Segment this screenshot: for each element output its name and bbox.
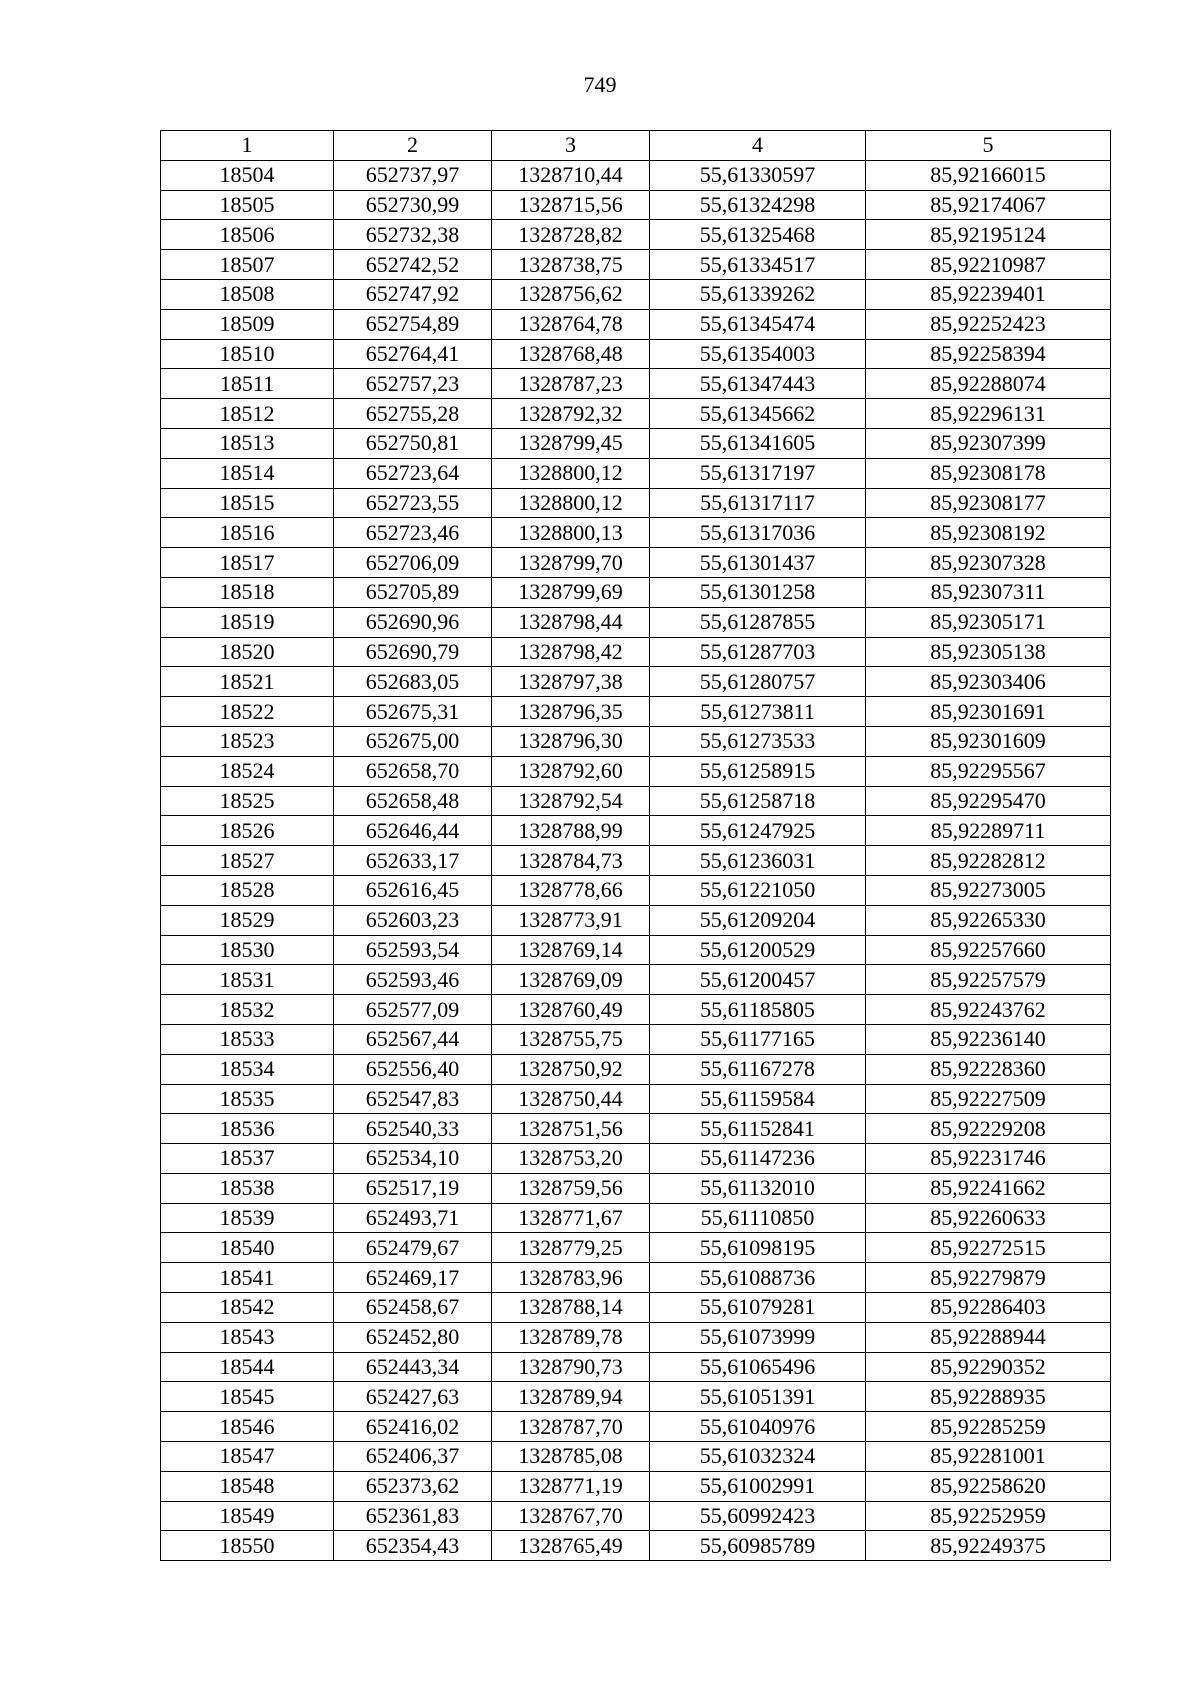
table-cell: 1328738,75 (492, 250, 650, 280)
table-cell: 652675,00 (334, 726, 492, 756)
table-cell: 1328773,91 (492, 905, 650, 935)
table-cell: 85,92252959 (866, 1501, 1111, 1531)
table-row (161, 1322, 1111, 1352)
table-cell: 652373,62 (334, 1471, 492, 1501)
table-cell: 18527 (161, 846, 334, 876)
table-cell: 652690,79 (334, 637, 492, 667)
table-cell: 55,61065496 (650, 1352, 866, 1382)
table-body (161, 160, 1111, 1560)
table-cell: 85,92239401 (866, 279, 1111, 309)
table-cell: 1328759,56 (492, 1173, 650, 1203)
table-cell: 85,92301609 (866, 726, 1111, 756)
table-cell: 1328715,56 (492, 190, 650, 220)
table-cell: 652658,70 (334, 756, 492, 786)
table-cell: 55,61200457 (650, 965, 866, 995)
table-cell: 18530 (161, 935, 334, 965)
table-cell: 55,61167278 (650, 1054, 866, 1084)
table-cell: 85,92307399 (866, 428, 1111, 458)
table-row (161, 1412, 1111, 1442)
table-cell: 1328799,69 (492, 577, 650, 607)
table-cell: 85,92257579 (866, 965, 1111, 995)
table-cell: 652493,71 (334, 1203, 492, 1233)
table-cell: 18540 (161, 1233, 334, 1263)
table-cell: 652683,05 (334, 667, 492, 697)
table-cell: 55,61273811 (650, 697, 866, 727)
table-cell: 1328771,67 (492, 1203, 650, 1233)
column-header: 1 (161, 131, 334, 161)
table-cell: 1328792,54 (492, 786, 650, 816)
table-row (161, 1531, 1111, 1561)
table-cell: 1328799,45 (492, 428, 650, 458)
table-cell: 1328785,08 (492, 1442, 650, 1472)
table-cell: 652577,09 (334, 995, 492, 1025)
table-cell: 55,61110850 (650, 1203, 866, 1233)
table-cell: 55,61051391 (650, 1382, 866, 1412)
table-cell: 18534 (161, 1054, 334, 1084)
table-cell: 18525 (161, 786, 334, 816)
table-cell: 85,92307311 (866, 577, 1111, 607)
table-cell: 85,92282812 (866, 846, 1111, 876)
table-cell: 652675,31 (334, 697, 492, 727)
table-cell: 85,92308192 (866, 518, 1111, 548)
table-cell: 18539 (161, 1203, 334, 1233)
table-cell: 55,61247925 (650, 816, 866, 846)
table-row (161, 1173, 1111, 1203)
table-cell: 85,92288935 (866, 1382, 1111, 1412)
table-cell: 55,61301437 (650, 548, 866, 578)
table-cell: 85,92195124 (866, 220, 1111, 250)
table-cell: 85,92265330 (866, 905, 1111, 935)
table-cell: 85,92236140 (866, 1024, 1111, 1054)
table-cell: 652747,92 (334, 279, 492, 309)
table-cell: 652706,09 (334, 548, 492, 578)
table-cell: 652593,54 (334, 935, 492, 965)
table-cell: 85,92281001 (866, 1442, 1111, 1472)
table-cell: 85,92305138 (866, 637, 1111, 667)
table-row (161, 1263, 1111, 1293)
table-cell: 1328788,99 (492, 816, 650, 846)
table-cell: 85,92305171 (866, 607, 1111, 637)
table-cell: 55,61317197 (650, 458, 866, 488)
table-cell: 1328769,14 (492, 935, 650, 965)
table-cell: 1328784,73 (492, 846, 650, 876)
table-cell: 18537 (161, 1144, 334, 1174)
table-cell: 55,61002991 (650, 1471, 866, 1501)
table-cell: 18535 (161, 1084, 334, 1114)
table-cell: 55,61258915 (650, 756, 866, 786)
table-cell: 18514 (161, 458, 334, 488)
table-cell: 18506 (161, 220, 334, 250)
table-cell: 85,92229208 (866, 1114, 1111, 1144)
table-cell: 55,61088736 (650, 1263, 866, 1293)
table-cell: 55,61200529 (650, 935, 866, 965)
table-row (161, 726, 1111, 756)
table-cell: 85,92279879 (866, 1263, 1111, 1293)
table-cell: 18512 (161, 399, 334, 429)
table-row (161, 339, 1111, 369)
table-cell: 55,61177165 (650, 1024, 866, 1054)
table-cell: 1328800,12 (492, 488, 650, 518)
table-cell: 652452,80 (334, 1322, 492, 1352)
table-cell: 1328787,23 (492, 369, 650, 399)
table-cell: 85,92295567 (866, 756, 1111, 786)
table-cell: 55,61325468 (650, 220, 866, 250)
table-cell: 85,92166015 (866, 160, 1111, 190)
table-row (161, 160, 1111, 190)
table-cell: 85,92210987 (866, 250, 1111, 280)
table-cell: 1328753,20 (492, 1144, 650, 1174)
table-cell: 55,61345474 (650, 309, 866, 339)
table-row (161, 250, 1111, 280)
table-cell: 652658,48 (334, 786, 492, 816)
table-cell: 85,92273005 (866, 875, 1111, 905)
table-row (161, 399, 1111, 429)
table-cell: 652361,83 (334, 1501, 492, 1531)
table-cell: 85,92308177 (866, 488, 1111, 518)
table-cell: 85,92227509 (866, 1084, 1111, 1114)
coordinates-table (160, 130, 1111, 1561)
table-row (161, 1144, 1111, 1174)
table-row (161, 428, 1111, 458)
table-cell: 652458,67 (334, 1293, 492, 1323)
table-cell: 55,60985789 (650, 1531, 866, 1561)
table-cell: 652754,89 (334, 309, 492, 339)
table-cell: 1328788,14 (492, 1293, 650, 1323)
table-cell: 55,61324298 (650, 190, 866, 220)
table-cell: 85,92308178 (866, 458, 1111, 488)
table-row (161, 458, 1111, 488)
table-cell: 55,61287855 (650, 607, 866, 637)
table-cell: 85,92289711 (866, 816, 1111, 846)
table-cell: 1328789,78 (492, 1322, 650, 1352)
table-cell: 652416,02 (334, 1412, 492, 1442)
table-cell: 55,61258718 (650, 786, 866, 816)
table-cell: 85,92231746 (866, 1144, 1111, 1174)
table-cell: 1328783,96 (492, 1263, 650, 1293)
table-cell: 55,61341605 (650, 428, 866, 458)
table-row (161, 846, 1111, 876)
table-cell: 55,61236031 (650, 846, 866, 876)
table-cell: 1328767,70 (492, 1501, 650, 1531)
table-row (161, 1442, 1111, 1472)
table-cell: 652479,67 (334, 1233, 492, 1263)
table-row (161, 309, 1111, 339)
table-cell: 18510 (161, 339, 334, 369)
table-row (161, 786, 1111, 816)
table-cell: 55,61301258 (650, 577, 866, 607)
table-cell: 85,92288074 (866, 369, 1111, 399)
table-row (161, 607, 1111, 637)
table-cell: 18516 (161, 518, 334, 548)
table-cell: 18528 (161, 875, 334, 905)
table-cell: 1328710,44 (492, 160, 650, 190)
table-row (161, 1501, 1111, 1531)
table-cell: 18547 (161, 1442, 334, 1472)
table-cell: 1328751,56 (492, 1114, 650, 1144)
table-cell: 18548 (161, 1471, 334, 1501)
table-cell: 652757,23 (334, 369, 492, 399)
table-row (161, 935, 1111, 965)
table-cell: 652534,10 (334, 1144, 492, 1174)
table-row (161, 1114, 1111, 1144)
table-row (161, 1203, 1111, 1233)
table-cell: 652517,19 (334, 1173, 492, 1203)
table-cell: 18519 (161, 607, 334, 637)
table-cell: 1328797,38 (492, 667, 650, 697)
table-cell: 1328760,49 (492, 995, 650, 1025)
table-cell: 1328728,82 (492, 220, 650, 250)
table-cell: 1328779,25 (492, 1233, 650, 1263)
table-cell: 1328787,70 (492, 1412, 650, 1442)
table-cell: 85,92241662 (866, 1173, 1111, 1203)
table-cell: 85,92301691 (866, 697, 1111, 727)
table-cell: 1328771,19 (492, 1471, 650, 1501)
table-cell: 18536 (161, 1114, 334, 1144)
table-cell: 55,61317117 (650, 488, 866, 518)
table-row (161, 279, 1111, 309)
table-cell: 1328778,66 (492, 875, 650, 905)
table-cell: 652646,44 (334, 816, 492, 846)
table-cell: 652540,33 (334, 1114, 492, 1144)
table-cell: 18542 (161, 1293, 334, 1323)
table-cell: 55,60992423 (650, 1501, 866, 1531)
table-cell: 1328796,35 (492, 697, 650, 727)
table-cell: 18521 (161, 667, 334, 697)
table-cell: 18543 (161, 1322, 334, 1352)
table-cell: 18523 (161, 726, 334, 756)
table-cell: 652469,17 (334, 1263, 492, 1293)
table-cell: 85,92307328 (866, 548, 1111, 578)
table-cell: 18531 (161, 965, 334, 995)
column-header: 2 (334, 131, 492, 161)
table-row (161, 816, 1111, 846)
table-cell: 652354,43 (334, 1531, 492, 1561)
table-cell: 18546 (161, 1412, 334, 1442)
column-header: 4 (650, 131, 866, 161)
table-cell: 652616,45 (334, 875, 492, 905)
table-cell: 652556,40 (334, 1054, 492, 1084)
table-cell: 18538 (161, 1173, 334, 1203)
column-header: 3 (492, 131, 650, 161)
table-cell: 18520 (161, 637, 334, 667)
table-cell: 652742,52 (334, 250, 492, 280)
table-cell: 55,61147236 (650, 1144, 866, 1174)
table-cell: 1328798,44 (492, 607, 650, 637)
table-cell: 85,92295470 (866, 786, 1111, 816)
table-cell: 55,61330597 (650, 160, 866, 190)
column-header: 5 (866, 131, 1111, 161)
table-cell: 652427,63 (334, 1382, 492, 1412)
table-cell: 85,92249375 (866, 1531, 1111, 1561)
table-header-row (161, 131, 1111, 161)
table-cell: 18524 (161, 756, 334, 786)
table-cell: 55,61221050 (650, 875, 866, 905)
table-cell: 652732,38 (334, 220, 492, 250)
table-cell: 1328792,60 (492, 756, 650, 786)
table-cell: 18508 (161, 279, 334, 309)
table-cell: 55,61098195 (650, 1233, 866, 1263)
table-row (161, 369, 1111, 399)
table-row (161, 637, 1111, 667)
table-cell: 85,92258394 (866, 339, 1111, 369)
table-cell: 18549 (161, 1501, 334, 1531)
table-cell: 55,61280757 (650, 667, 866, 697)
table-row (161, 875, 1111, 905)
table-row (161, 697, 1111, 727)
table-row (161, 1024, 1111, 1054)
table-cell: 18509 (161, 309, 334, 339)
table-cell: 55,61152841 (650, 1114, 866, 1144)
table-row (161, 1382, 1111, 1412)
table-cell: 1328800,12 (492, 458, 650, 488)
table-cell: 85,92285259 (866, 1412, 1111, 1442)
table-cell: 1328764,78 (492, 309, 650, 339)
table-cell: 1328799,70 (492, 548, 650, 578)
table-row (161, 667, 1111, 697)
table-cell: 18545 (161, 1382, 334, 1412)
table-cell: 18522 (161, 697, 334, 727)
table-cell: 85,92296131 (866, 399, 1111, 429)
table-cell: 85,92286403 (866, 1293, 1111, 1323)
table-cell: 55,61334517 (650, 250, 866, 280)
table-cell: 18513 (161, 428, 334, 458)
table-row (161, 577, 1111, 607)
table-row (161, 995, 1111, 1025)
table-cell: 18532 (161, 995, 334, 1025)
table-cell: 652547,83 (334, 1084, 492, 1114)
table-cell: 652406,37 (334, 1442, 492, 1472)
table-cell: 652723,64 (334, 458, 492, 488)
table-cell: 85,92228360 (866, 1054, 1111, 1084)
page-number: 749 (583, 72, 617, 97)
table-cell: 18550 (161, 1531, 334, 1561)
table-cell: 85,92303406 (866, 667, 1111, 697)
table-cell: 1328790,73 (492, 1352, 650, 1382)
table-cell: 652633,17 (334, 846, 492, 876)
table-cell: 18517 (161, 548, 334, 578)
table-cell: 55,61132010 (650, 1173, 866, 1203)
table-cell: 1328769,09 (492, 965, 650, 995)
table-cell: 1328798,42 (492, 637, 650, 667)
table-cell: 18511 (161, 369, 334, 399)
table-cell: 652603,23 (334, 905, 492, 935)
table-cell: 85,92290352 (866, 1352, 1111, 1382)
table-cell: 652567,44 (334, 1024, 492, 1054)
table-cell: 652443,34 (334, 1352, 492, 1382)
table-cell: 18529 (161, 905, 334, 935)
table-cell: 85,92252423 (866, 309, 1111, 339)
table-cell: 1328796,30 (492, 726, 650, 756)
table-cell: 652755,28 (334, 399, 492, 429)
table-row (161, 1352, 1111, 1382)
table-cell: 55,61339262 (650, 279, 866, 309)
table-cell: 1328756,62 (492, 279, 650, 309)
table-cell: 652593,46 (334, 965, 492, 995)
table-cell: 85,92258620 (866, 1471, 1111, 1501)
table-row (161, 1233, 1111, 1263)
table-cell: 55,61347443 (650, 369, 866, 399)
table-cell: 85,92243762 (866, 995, 1111, 1025)
table-row (161, 965, 1111, 995)
table-cell: 18504 (161, 160, 334, 190)
table-row (161, 1293, 1111, 1323)
table-cell: 55,61159584 (650, 1084, 866, 1114)
table-cell: 652750,81 (334, 428, 492, 458)
table-cell: 85,92272515 (866, 1233, 1111, 1263)
table-cell: 1328800,13 (492, 518, 650, 548)
table-row (161, 488, 1111, 518)
table-cell: 55,61079281 (650, 1293, 866, 1323)
table-row (161, 1471, 1111, 1501)
table-cell: 85,92260633 (866, 1203, 1111, 1233)
table-cell: 55,61185805 (650, 995, 866, 1025)
table-cell: 55,61040976 (650, 1412, 866, 1442)
table-row (161, 1054, 1111, 1084)
table-row (161, 220, 1111, 250)
table-cell: 55,61317036 (650, 518, 866, 548)
table-cell: 652737,97 (334, 160, 492, 190)
table-cell: 1328750,44 (492, 1084, 650, 1114)
table-cell: 55,61209204 (650, 905, 866, 935)
table-row (161, 518, 1111, 548)
table-cell: 652730,99 (334, 190, 492, 220)
table-cell: 652690,96 (334, 607, 492, 637)
table-cell: 18544 (161, 1352, 334, 1382)
table-cell: 55,61354003 (650, 339, 866, 369)
table-cell: 1328750,92 (492, 1054, 650, 1084)
table-cell: 652764,41 (334, 339, 492, 369)
table-cell: 85,92288944 (866, 1322, 1111, 1352)
table-cell: 652723,55 (334, 488, 492, 518)
table-cell: 55,61287703 (650, 637, 866, 667)
table-cell: 85,92257660 (866, 935, 1111, 965)
table-cell: 18541 (161, 1263, 334, 1293)
table-row (161, 1084, 1111, 1114)
table-cell: 1328755,75 (492, 1024, 650, 1054)
table-cell: 652723,46 (334, 518, 492, 548)
table-cell: 1328768,48 (492, 339, 650, 369)
table-row (161, 190, 1111, 220)
table-cell: 18515 (161, 488, 334, 518)
table-cell: 18507 (161, 250, 334, 280)
table-cell: 652705,89 (334, 577, 492, 607)
table-cell: 18505 (161, 190, 334, 220)
table-row (161, 756, 1111, 786)
table-cell: 55,61345662 (650, 399, 866, 429)
table-row (161, 905, 1111, 935)
table-cell: 1328789,94 (492, 1382, 650, 1412)
table-cell: 1328792,32 (492, 399, 650, 429)
table-cell: 18526 (161, 816, 334, 846)
table-cell: 1328765,49 (492, 1531, 650, 1561)
table-cell: 85,92174067 (866, 190, 1111, 220)
table-cell: 18533 (161, 1024, 334, 1054)
table-cell: 18518 (161, 577, 334, 607)
table-cell: 55,61032324 (650, 1442, 866, 1472)
table-row (161, 548, 1111, 578)
table-cell: 55,61273533 (650, 726, 866, 756)
table-cell: 55,61073999 (650, 1322, 866, 1352)
